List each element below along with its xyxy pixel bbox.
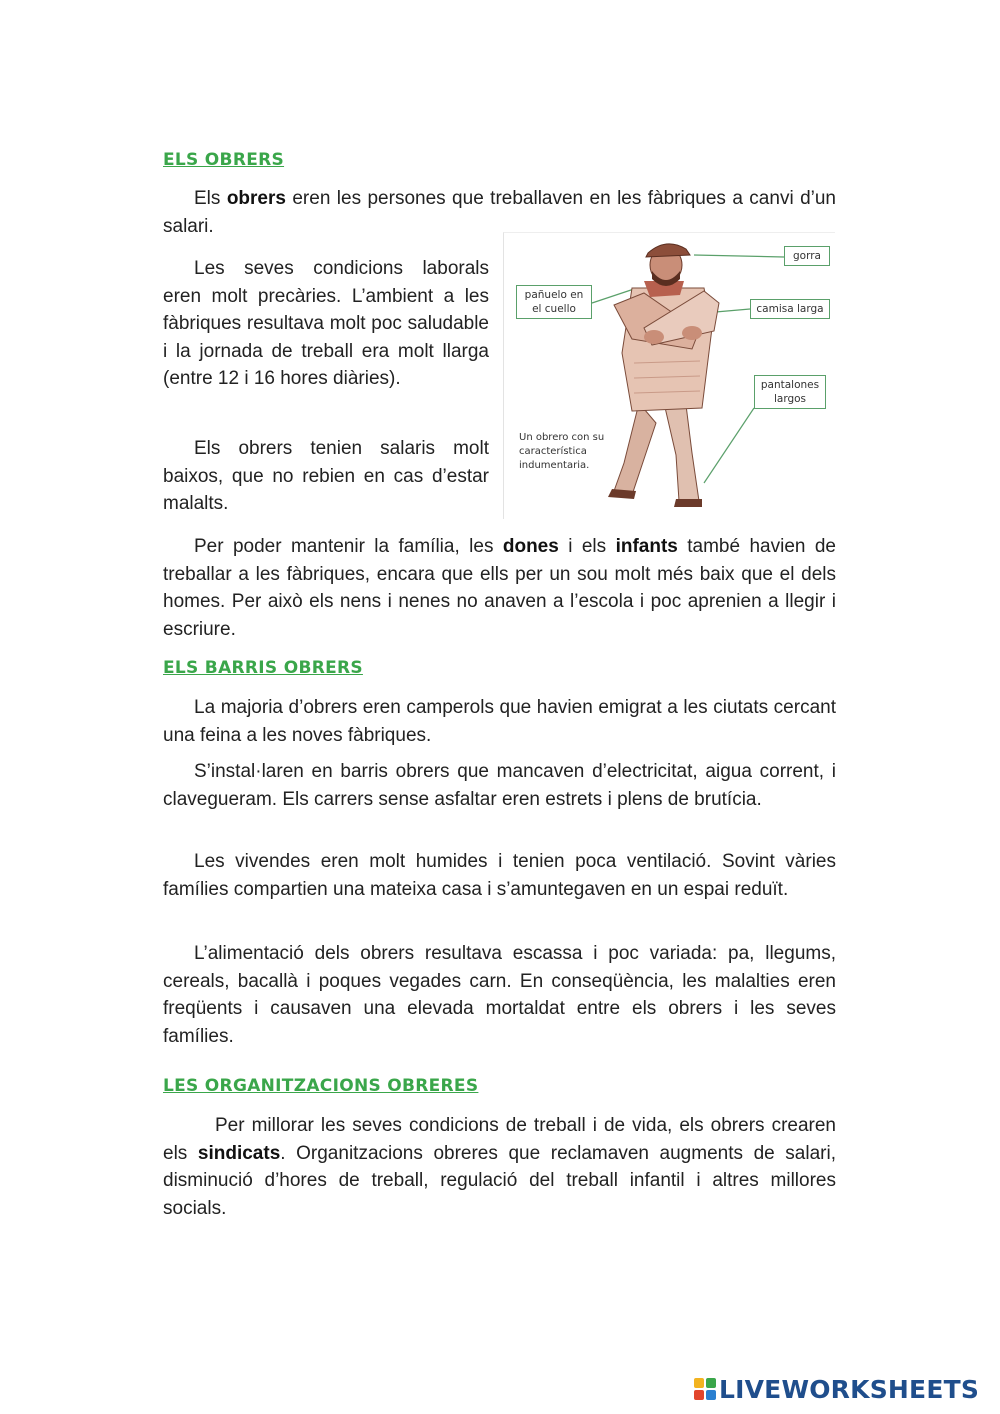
heading-les-organitzacions-obreres: LES ORGANITZACIONS OBRERES	[163, 1076, 479, 1096]
paragraph: L’alimentació dels obrers resultava escassa i poc variada: pa, llegums, cereals, bacallà i poques vegades carn. En conseqüència, les malalties eren freqüents i causaven una elevada mortaldat entre els obrers i les seves famílies.	[163, 943, 836, 1047]
paragraph: Per poder mantenir la família, les dones i els infants també havien de treballar a les fàbriques, encara que ells per un sou molt més baix que el dels homes. Per això els nens i nenes no anaven a l’escola i poc aprenien a llegir i escriure.	[163, 536, 837, 640]
paragraph: S’instal·laren en barris obrers que mancaven d’electricitat, aigua corrent, i clavegueram. Els carrers sense asfaltar eren estrets i plens de brutícia.	[163, 761, 836, 810]
worker-illustration	[503, 232, 835, 519]
label-panuelo: pañuelo en el cuello	[516, 285, 592, 319]
label-gorra: gorra	[784, 246, 830, 266]
paragraph: Els obrers eren les persones que treballaven en les fàbriques a canvi d’un salari.	[163, 188, 836, 237]
paragraph: Per millorar les seves condicions de treball i de vida, els obrers crearen els sindicats. Organitzacions obreres que reclamaven augments de salari, disminució d’hores de treball, regulació del treball infantil i altres millores socials.	[163, 1115, 836, 1219]
paragraph: Els obrers tenien salaris molt baixos, que no rebien en cas d’estar malalts.	[163, 438, 489, 515]
heading-els-barris-obrers: ELS BARRIS OBRERS	[163, 658, 363, 678]
liveworksheets-mark-icon	[694, 1378, 716, 1400]
label-camisa: camisa larga	[750, 299, 830, 319]
heading-els-obrers: ELS OBRERS	[163, 150, 285, 170]
label-pantalones: pantalones largos	[754, 375, 826, 409]
paragraph: Les vivendes eren molt humides i tenien poca ventilació. Sovint vàries famílies compartien una mateixa casa i s’amuntegaven en un espai reduït.	[163, 851, 836, 900]
liveworksheets-logo	[694, 1374, 979, 1404]
paragraph: La majoria d’obrers eren camperols que havien emigrat a les ciutats cercant una feina a les noves fàbriques.	[163, 697, 836, 746]
paragraph: Les seves condicions laborals eren molt precàries. L’ambient a les fàbriques resultava molt poc saludable i la jornada de treball era molt llarga (entre 12 i 16 hores diàries).	[163, 258, 489, 390]
brand-name: LIVEWORKSHEETS	[719, 1374, 980, 1404]
figure-caption: Un obrero con su característica indumentaria.	[519, 432, 605, 471]
